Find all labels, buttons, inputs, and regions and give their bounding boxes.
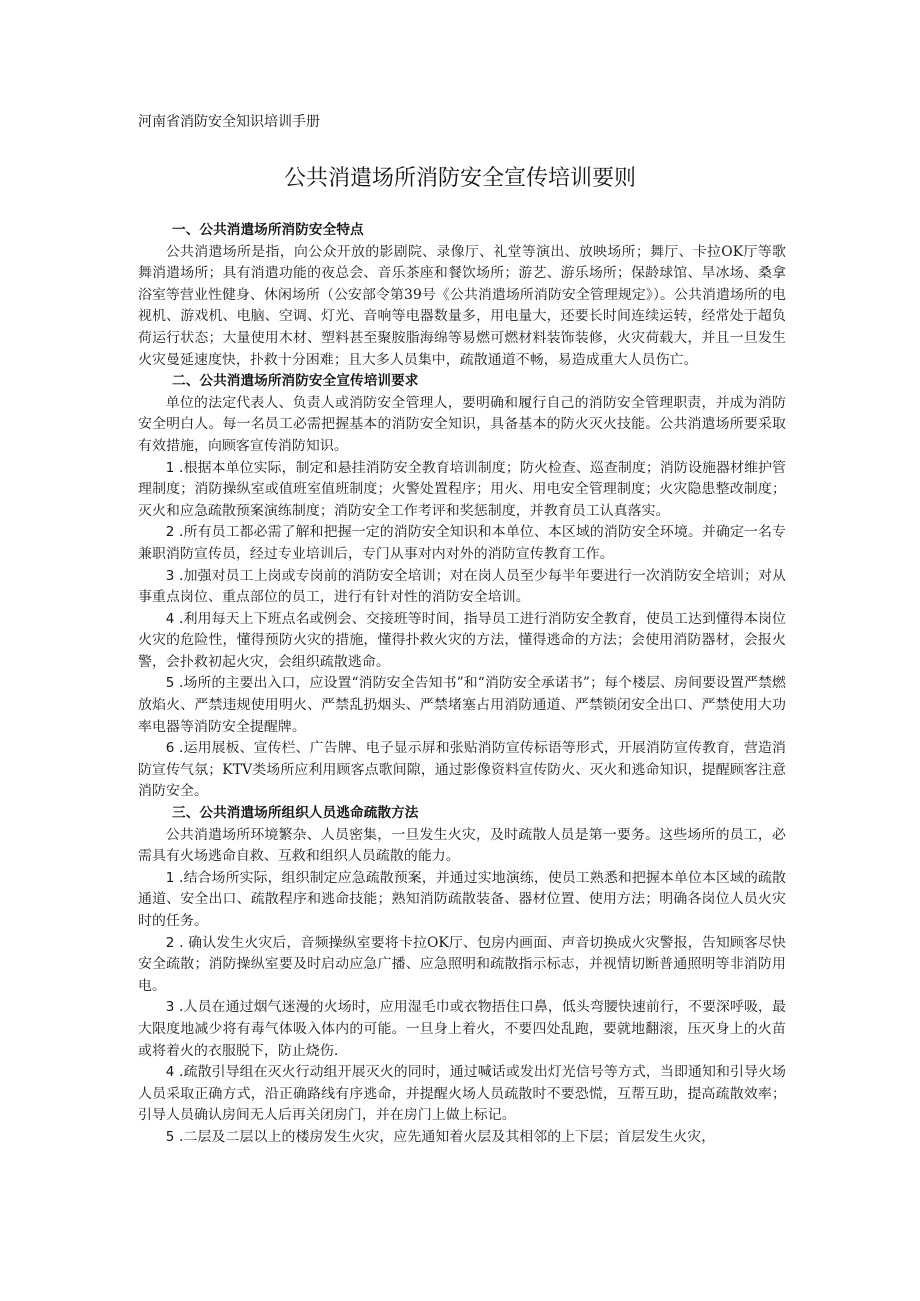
running-header: 河南省消防安全知识培训手册	[138, 114, 320, 130]
list-item-text: .运用展板、宣传栏、广告牌、电子显示屏和张贴消防宣传标语等形式，开展消防宣传教育，营造消防宣传气氛；KTV类场所应利用顾客点歌间隙，通过影像资料宣传防火、灭火和逃命知识，提醒顾客注意消防安全。	[138, 740, 787, 800]
list-item	[138, 997, 786, 1062]
list-item-number: 3	[165, 567, 175, 584]
list-item-text: .二层及二层以上的楼房发生火灾，应先通知着火层及其相邻的上下层；首层发生火灾，	[179, 1128, 716, 1145]
list-item	[138, 458, 786, 523]
list-item	[138, 933, 786, 998]
list-item-text: .场所的主要出入口，应设置“消防安全告知书”和“消防安全承诺书”；每个楼层、房间要设置严禁燃放焰火、严禁违规使用明火、严禁乱扔烟头、严禁堵塞占用消防通道、严禁锁闭安全出口、严禁使用大功率电器等消防安全提醒牌。	[138, 675, 787, 735]
section-3-paragraph: 公共消遣场所环境繁杂、人员密集，一旦发生火灾，及时疏散人员是第一要务。这些场所的员工，必需具有火场逃命自救、互救和组织人员疏散的能力。	[138, 826, 786, 865]
document-title: 公共消遣场所消防安全宣传培训要则	[283, 166, 636, 191]
list-item-number: 1	[165, 459, 175, 476]
list-item-text: .加强对员工上岗或专岗前的消防安全培训；对在岗人员至少每半年要进行一次消防安全培训；对从事重点岗位、重点部位的员工，进行有针对性的消防安全培训。	[138, 567, 787, 606]
list-item	[138, 566, 786, 609]
list-item-number: 3	[165, 999, 175, 1016]
list-item-number: 5	[165, 1128, 175, 1145]
section-1-paragraph: 公共消遣场所是指，向公众开放的影剧院、录像厅、礼堂等演出、放映场所；舞厅、卡拉OK厅等歌舞消遣场所；具有消遣功能的夜总会、音乐茶座和餐饮场所；游艺、游乐场所；保龄球馆、旱冰场、桑拿浴室等营业性健身、休闲场所（公安部令第39号《公共消遣场所消防安全管理规定》）。公共消遣场所的电视机、游戏机、电脑、空调、灯光、音响等电器数量多，用电量大，还要长时间连续运转，经常处于超负荷运行状态；大量使用木材、塑料甚至聚胺脂海绵等易燃可燃材料装饰装修，火灾荷载大，并且一旦发生火灾曼延速度快，扑救十分困难；且大多人员集中，疏散通道不畅，易造成重大人员伤亡。	[138, 243, 786, 368]
list-item-number: 4	[165, 1064, 175, 1081]
list-item-text: .疏散引导组在灭火行动组开展灭火的同时，通过喊话或发出灯光信号等方式，当即通知和引导火场人员采取正确方式，沿正确路线有序逃命，并提醒火场人员疏散时不要恐慌，互帮互助，提高疏散效率；引导人员确认房间无人后再关闭房门，并在房门上做上标记。	[138, 1064, 787, 1124]
list-item-text: .结合场所实际，组织制定应急疏散预案，并通过实地演练，使员工熟悉和把握本单位本区域的疏散通道、安全出口、疏散程序和逃命技能；熟知消防疏散装备、器材位置、使用方法；明确各岗位人员火灾时的任务。	[138, 869, 787, 929]
list-item-number: 5	[165, 675, 175, 692]
list-item-number: 6	[165, 740, 175, 757]
document-body	[138, 220, 786, 1149]
list-item-text: .所有员工都必需了解和把握一定的消防安全知识和本单位、本区域的消防安全环境。并确定一名专兼职消防宣传员，经过专业培训后，专门从事对内对外的消防宣传教育工作。	[138, 524, 787, 562]
list-item	[138, 868, 786, 933]
list-item	[138, 1062, 786, 1127]
section-heading-3: 三、公共消遣场所组织人员逃命疏散方法	[172, 805, 419, 822]
list-item-text: .根据本单位实际，制定和悬挂消防安全教育培训制度；防火检查、巡查制度；消防设施器材维护管理制度；消防操纵室或值班室值班制度；火警处置程序；用火、用电安全管理制度；火灾隐患整改制度；灭火和应急疏散预案演练制度；消防安全工作考评和奖惩制度，并教育员工认真落实。	[138, 459, 787, 519]
section-heading-1: 一、公共消遣场所消防安全特点	[172, 222, 364, 238]
list-item-number: 2	[165, 524, 175, 541]
list-item-number: 4	[165, 610, 175, 627]
section-2-paragraph: 单位的法定代表人、负责人或消防安全管理人，要明确和履行自己的消防安全管理职责，并成为消防安全明白人。每一名员工必需把握基本的消防安全知识，具备基本的防火灭火技能。公共消遣场所要采取有效措施，向顾客宣传消防知识。	[138, 394, 786, 454]
list-item	[138, 738, 786, 803]
list-item-number: 2	[165, 934, 175, 951]
list-item	[138, 609, 786, 674]
list-item-text: .利用每天上下班点名或例会、交接班等时间，指导员工进行消防安全教育，使员工达到懂得本岗位火灾的危险性，懂得预防火灾的措施，懂得扑救火灾的方法，懂得逃命的方法；会使用消防器材，会报火警，会扑救初起火灾，会组织疏散逃命。	[138, 610, 787, 670]
list-item-text: . 确认发生火灾后，音频操纵室要将卡拉OK厅、包房内画面、声音切换成火灾警报，告知顾客尽快安全疏散；消防操纵室要及时启动应急广播、应急照明和疏散指示标志，并视情切断普通照明等非消防用电。	[138, 934, 786, 994]
list-item	[138, 1127, 786, 1149]
list-item-text: .人员在通过烟气迷漫的火场时，应用湿毛巾或衣物捂住口鼻，低头弯腰快速前行，不要深呼吸，最大限度地减少将有毒气体吸入体内的可能。一旦身上着火，不要四处乱跑，要就地翻滚，压灭身上的火苗或将着火的衣服脱下，防止烧伤.	[138, 999, 787, 1059]
list-item	[138, 673, 786, 738]
section-heading-2: 二、公共消遣场所消防安全宣传培训要求	[172, 373, 419, 390]
list-item-number: 1	[165, 869, 175, 886]
list-item	[138, 522, 786, 565]
